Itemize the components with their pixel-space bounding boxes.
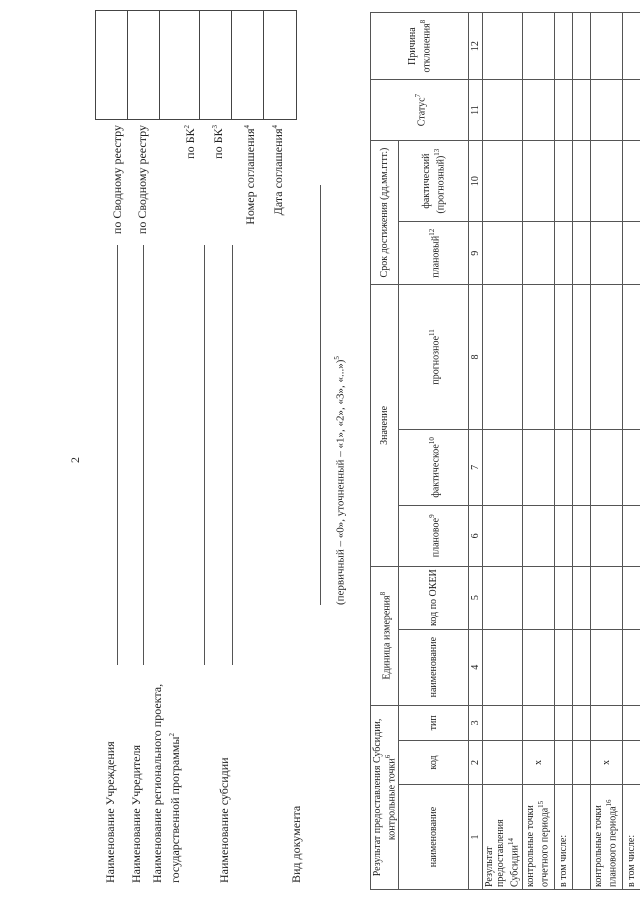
code-cell-bk-1[interactable] bbox=[160, 11, 200, 119]
table-row bbox=[590, 13, 622, 890]
table-row bbox=[483, 13, 522, 890]
header-forecast: прогнозное$^{11}$ bbox=[399, 285, 469, 430]
header-term: Срок достижения (дд.мм.гггг.) bbox=[371, 140, 399, 284]
col-num: 11 bbox=[469, 80, 483, 141]
header-row-2 bbox=[399, 13, 469, 890]
col-num: 4 bbox=[469, 629, 483, 705]
line-project bbox=[204, 245, 205, 665]
table-row bbox=[622, 13, 640, 890]
header-type: тип bbox=[399, 705, 469, 740]
row-label-result: Результат предоставления Субсидии$^{14}$ bbox=[483, 785, 522, 890]
line-doc-type bbox=[320, 185, 321, 605]
code-cell-agreement-number[interactable] bbox=[232, 11, 264, 119]
code-cell-bk-2[interactable] bbox=[200, 11, 232, 119]
col-num: 8 bbox=[469, 285, 483, 430]
col-num: 10 bbox=[469, 140, 483, 221]
row-label-planned: контрольные точки планового периода$^{16}$ bbox=[590, 785, 622, 890]
header-result: Результат предоставления Субсидии, контрольные точки$^6$ bbox=[371, 705, 399, 889]
header-plan: плановое$^9$ bbox=[399, 506, 469, 567]
label-founder: Наименование Учредителя bbox=[129, 744, 143, 883]
col-num: 12 bbox=[469, 13, 483, 80]
label-subsidy: Наименование субсидии bbox=[217, 757, 231, 883]
code-cell-agreement-date[interactable] bbox=[264, 11, 296, 119]
page-number: 2 bbox=[68, 457, 82, 463]
col-num: 3 bbox=[469, 705, 483, 740]
code-cell-registry-2[interactable] bbox=[128, 11, 160, 119]
label-registry-1: по Сводному реестру bbox=[110, 125, 124, 235]
line-institution bbox=[117, 245, 118, 665]
row-label-reporting: контрольные точки отчетного периода$^{15}$ bbox=[522, 785, 554, 890]
header-code: код bbox=[399, 740, 469, 784]
label-bk-1: по $БК^2$ bbox=[183, 125, 197, 159]
label-doc-type: Вид документа bbox=[289, 805, 303, 883]
column-numbers-row bbox=[469, 13, 483, 890]
header-reason: Причина отклонения$^8$ bbox=[371, 13, 469, 80]
line-subsidy bbox=[232, 245, 233, 665]
col-num: 1 bbox=[469, 785, 483, 890]
header-fact: фактическое$^{10}$ bbox=[399, 429, 469, 505]
header-unit-name: наименование bbox=[399, 629, 469, 705]
label-registry-2: по Сводному реестру bbox=[135, 125, 149, 235]
col-num: 9 bbox=[469, 222, 483, 285]
label-institution: Наименование Учреждения bbox=[103, 741, 117, 883]
col-num: 2 bbox=[469, 740, 483, 784]
table-row bbox=[554, 13, 572, 890]
table-row bbox=[522, 13, 554, 890]
row-label-incl: в том числе: bbox=[622, 785, 640, 890]
header-unit: Единица измерения$^8$ bbox=[371, 566, 399, 705]
col-num: 6 bbox=[469, 506, 483, 567]
label-agreement-number: Номер соглашения$^4$ bbox=[243, 125, 257, 225]
code-cell-registry-1[interactable] bbox=[96, 11, 128, 119]
cell-x: x bbox=[522, 740, 554, 784]
label-bk-2: по $БК^3$ bbox=[211, 125, 225, 159]
header-term-plan: плановый$^{12}$ bbox=[399, 222, 469, 285]
label-agreement-date: Дата соглашения$^4$ bbox=[271, 125, 285, 216]
header-term-fact: фактический (прогнозный)$^{13}$ bbox=[399, 140, 469, 221]
doc-type-note: (первичный – «0», уточненный – «1», «2», «3», «...»)$^5$ bbox=[333, 356, 347, 605]
header-value: Значение bbox=[371, 285, 399, 566]
col-num: 5 bbox=[469, 566, 483, 629]
cell-x: x bbox=[590, 740, 622, 784]
header-row-1 bbox=[371, 13, 399, 890]
header-okei: код по ОКЕИ bbox=[399, 566, 469, 629]
header-status: Статус$^7$ bbox=[371, 80, 469, 141]
table-row bbox=[572, 13, 590, 890]
label-project: Наименование регионального проекта, государственной программы$^2$ bbox=[150, 683, 182, 883]
line-founder bbox=[143, 245, 144, 665]
codes-box bbox=[95, 10, 297, 120]
results-table bbox=[370, 12, 640, 890]
col-num: 7 bbox=[469, 429, 483, 505]
header-name: наименование bbox=[399, 785, 469, 890]
row-label-incl: в том числе: bbox=[554, 785, 572, 890]
